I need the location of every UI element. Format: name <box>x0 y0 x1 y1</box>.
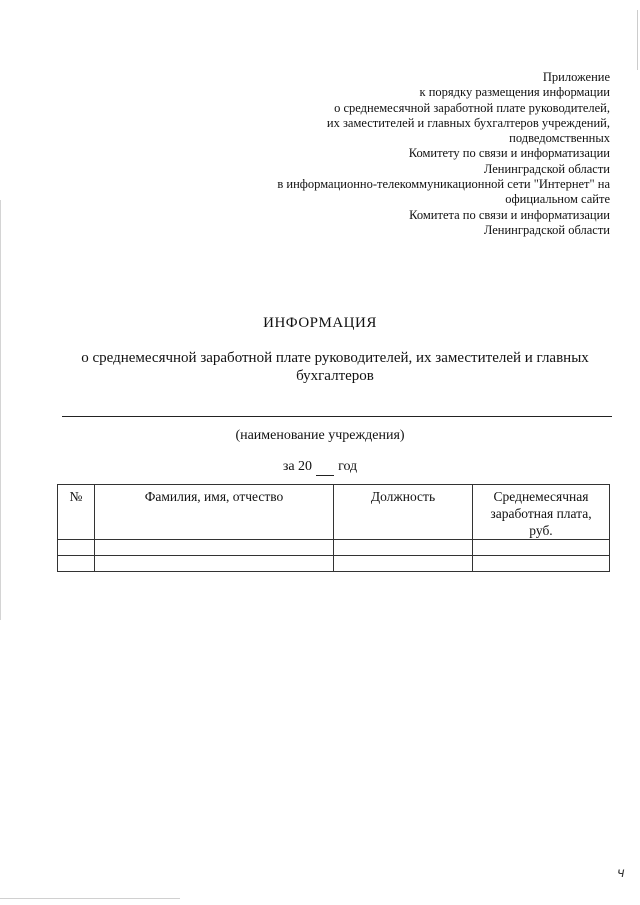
institution-caption: (наименование учреждения) <box>235 428 405 443</box>
appendix-line: Ленинградской области <box>483 161 610 176</box>
header-average-salary-line: заработная плата, <box>490 506 592 521</box>
table-cell <box>58 556 95 572</box>
appendix-line: подведомственных <box>509 131 610 146</box>
appendix-line: в информационно-телекоммуникационной сети "Интернет" на <box>277 177 610 192</box>
scan-edge <box>637 10 638 70</box>
salary-table <box>57 484 610 572</box>
table-row <box>58 556 610 572</box>
year-suffix: год <box>338 459 358 474</box>
table-cell <box>334 540 473 556</box>
header-average-salary-line: руб. <box>529 523 553 538</box>
appendix-block <box>210 70 610 238</box>
document-subtitle <box>70 349 600 385</box>
appendix-line: Комитета по связи и информатизации <box>409 207 610 222</box>
appendix-line: их заместителей и главных бухгалтеров учреждений, <box>326 115 610 130</box>
table-cell <box>95 540 334 556</box>
appendix-line: официальном сайте <box>505 192 610 207</box>
appendix-line: Приложение <box>542 70 610 84</box>
table-cell <box>58 540 95 556</box>
table-cell <box>334 556 473 572</box>
year-blank <box>316 459 334 476</box>
year-line <box>0 459 640 476</box>
table-cell <box>473 540 610 556</box>
year-prefix: за 20 <box>282 459 313 474</box>
header-num: № <box>58 485 95 540</box>
header-position: Должность <box>334 485 473 540</box>
scan-margin-line <box>0 200 1 620</box>
appendix-line: о среднемесячной заработной плате руководителей, <box>334 100 610 115</box>
handwritten-page-mark: ч <box>617 866 625 881</box>
appendix-line: к порядку размещения информации <box>419 85 610 100</box>
table-row <box>58 540 610 556</box>
subtitle-line-2: бухгалтеров <box>296 368 374 384</box>
table-cell <box>473 556 610 572</box>
appendix-line: Ленинградской области <box>483 222 610 237</box>
header-full-name: Фамилия, имя, отчество <box>95 485 334 540</box>
table-cell <box>95 556 334 572</box>
scan-bottom-line <box>0 898 180 899</box>
institution-name-line <box>62 416 612 417</box>
document-title: ИНФОРМАЦИЯ <box>263 315 377 331</box>
appendix-line: Комитету по связи и информатизации <box>408 146 610 161</box>
header-average-salary <box>473 485 610 540</box>
subtitle-line-1: о среднемесячной заработной плате руководителей, их заместителей и главных <box>81 350 589 366</box>
table-header-row <box>58 485 610 540</box>
header-average-salary-line: Среднемесячная <box>493 489 589 504</box>
